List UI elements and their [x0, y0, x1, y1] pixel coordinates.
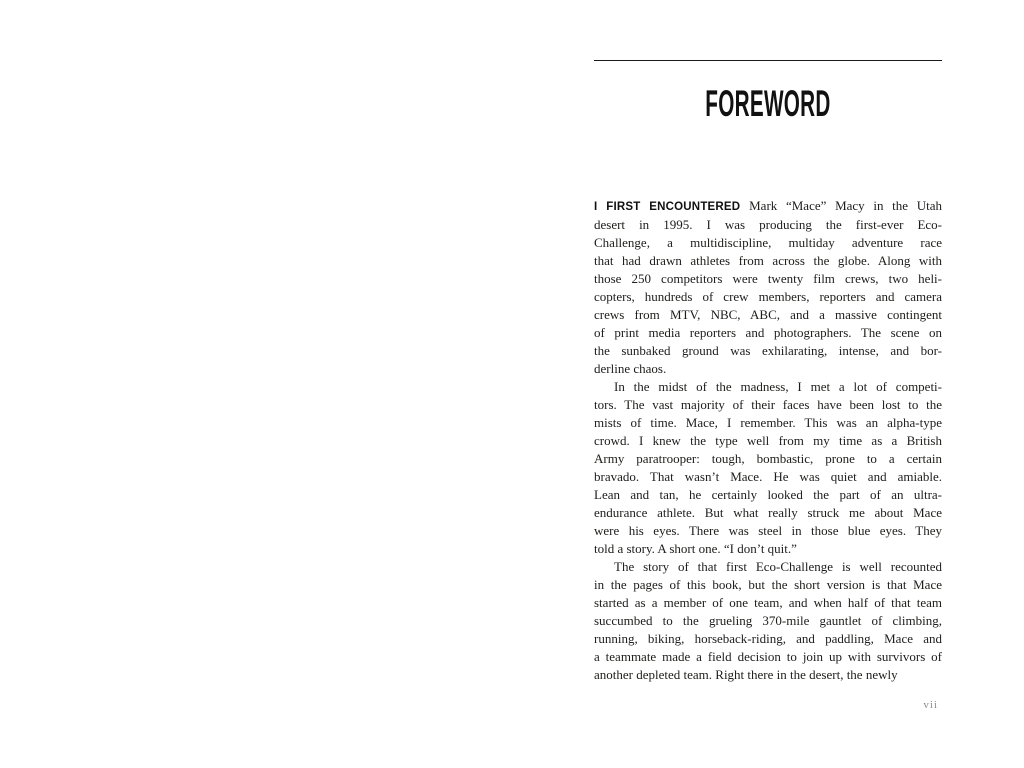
text-line: another depleted team. Right there in the desert, the newly [594, 667, 898, 682]
text-line: In the midst of the madness, I met a lot of competi- [594, 378, 942, 396]
text-line: were his eyes. There was steel in those blue eyes. They [594, 523, 942, 538]
text-line: I FIRST ENCOUNTERED Mark “Mace” Macy in the Utah [594, 198, 942, 213]
text-line: started as a member of one team, and when half of that team [594, 595, 942, 610]
text-line: in the pages of this book, but the short version is that Mace [594, 577, 942, 592]
text-line: told a story. A short one. “I don’t quit.” [594, 541, 797, 556]
text-line: of print media reporters and photographers. The scene on [594, 325, 942, 340]
text-line: those 250 competitors were twenty film crews, two heli- [594, 271, 942, 286]
text-line: running, biking, horseback-riding, and paddling, Mace and [594, 631, 942, 646]
body-text [594, 197, 942, 684]
text-line: Lean and tan, he certainly looked the part of an ultra- [594, 487, 942, 502]
text-line: succumbed to the grueling 370-mile gauntlet of climbing, [594, 613, 942, 628]
text-line: that had drawn athletes from across the globe. Along with [594, 253, 942, 268]
text-line: copters, hundreds of crew members, reporters and camera [594, 289, 942, 304]
chapter-heading-text: FOREWORD [705, 83, 831, 124]
text-line: Challenge, a multidiscipline, multiday adventure race [594, 235, 942, 250]
text-line: mists of time. Mace, I remember. This was an alpha-type [594, 415, 942, 430]
text-line: endurance athlete. But what really struck me about Mace [594, 505, 942, 520]
text-line: Army paratrooper: tough, bombastic, prone to a certain [594, 451, 942, 466]
page-number: vii [923, 699, 938, 711]
text-line: crowd. I knew the type well from my time as a British [594, 433, 942, 448]
section-divider-rule [594, 60, 942, 61]
lead-in-text: I FIRST ENCOUNTERED [594, 201, 750, 213]
text-line: The story of that first Eco-Challenge is well recounted [594, 558, 942, 576]
text-line: crews from MTV, NBC, ABC, and a massive contingent [594, 307, 942, 322]
chapter-heading [594, 84, 942, 124]
text-line: tors. The vast majority of their faces have been lost to the [594, 397, 942, 412]
text-line: the sunbaked ground was exhilarating, intense, and bor- [594, 343, 942, 358]
text-line: desert in 1995. I was producing the first-ever Eco- [594, 217, 942, 232]
paragraph-indent [594, 390, 614, 391]
text-line: bravado. That wasn’t Mace. He was quiet and amiable. [594, 469, 942, 484]
page-content [594, 0, 942, 768]
paragraph-indent [594, 570, 614, 571]
text-line: derline chaos. [594, 361, 667, 376]
text-line: a teammate made a field decision to join up with survivors of [594, 649, 942, 664]
